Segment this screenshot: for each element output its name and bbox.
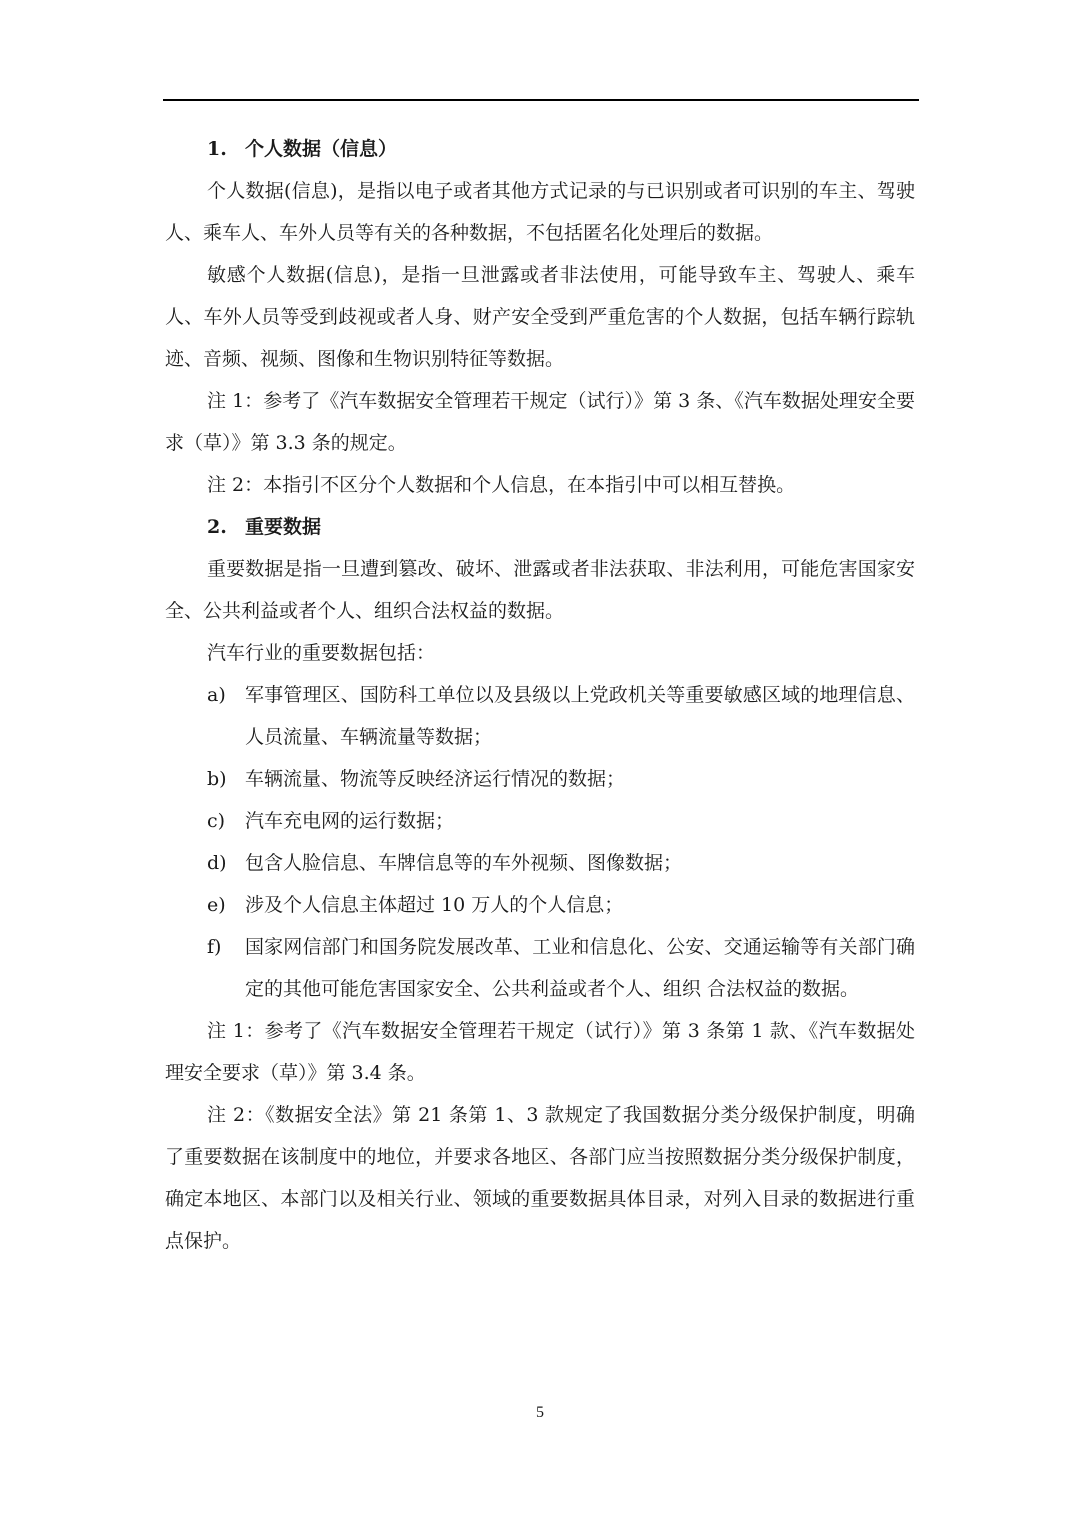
list-item-d	[165, 842, 915, 884]
list-marker: e)	[207, 894, 226, 916]
section-2-note-1: 注 1：参考了《汽车数据安全管理若干规定（试行）》第 3 条第 1 款、《汽车数据处理安全要求（草）》第 3.4 条。	[165, 1020, 915, 1084]
section-1-number: 1.	[207, 138, 227, 160]
list-marker: b)	[207, 768, 227, 790]
section-2-paragraph-1: 重要数据是指一旦遭到篡改、破坏、泄露或者非法获取、非法利用，可能危害国家安全、公共利益或者个人、组织合法权益的数据。	[165, 558, 915, 622]
section-1-title: 个人数据（信息）	[245, 138, 398, 160]
list-marker: d)	[207, 852, 227, 874]
list-item-f	[165, 926, 915, 1010]
section-2-number: 2.	[207, 516, 227, 538]
list-item-a	[165, 674, 915, 758]
section-1-paragraph-1: 个人数据(信息)，是指以电子或者其他方式记录的与已识别或者可识别的车主、驾驶人、乘车人、车外人员等有关的各种数据，不包括匿名化处理后的数据。	[165, 180, 915, 244]
list-text: 军事管理区、国防科工单位以及县级以上党政机关等重要敏感区域的地理信息、人员流量、车辆流量等数据；	[245, 684, 915, 748]
list-text: 涉及个人信息主体超过 10 万人的个人信息；	[245, 894, 624, 916]
list-item-b	[165, 758, 915, 800]
section-2-title: 重要数据	[245, 516, 322, 538]
section-1-note-2: 注 2：本指引不区分个人数据和个人信息，在本指引中可以相互替换。	[207, 474, 796, 496]
list-text: 包含人脸信息、车牌信息等的车外视频、图像数据；	[245, 852, 683, 874]
list-item-e	[165, 884, 915, 926]
list-marker: f)	[207, 936, 222, 958]
list-text: 国家网信部门和国务院发展改革、工业和信息化、公安、交通运输等有关部门确定的其他可能危害国家安全、公共利益或者个人、组织 合法权益的数据。	[245, 936, 915, 1000]
list-text: 车辆流量、物流等反映经济运行情况的数据；	[245, 768, 626, 790]
list-text: 汽车充电网的运行数据；	[245, 810, 455, 832]
section-2-intro: 汽车行业的重要数据包括：	[207, 642, 436, 664]
section-2-heading	[165, 506, 915, 548]
header-rule	[163, 99, 919, 101]
document-body	[165, 128, 915, 1262]
list-marker: a)	[207, 684, 226, 706]
section-1-paragraph-2: 敏感个人数据(信息)，是指一旦泄露或者非法使用，可能导致车主、驾驶人、乘车人、车外人员等受到歧视或者人身、财产安全受到严重危害的个人数据，包括车辆行踪轨迹、音频、视频、图像和生物识别特征等数据。	[165, 264, 915, 370]
list-marker: c)	[207, 810, 226, 832]
section-1-note-1: 注 1：参考了《汽车数据安全管理若干规定（试行）》第 3 条、《汽车数据处理安全要求（草）》第 3.3 条的规定。	[165, 390, 915, 454]
section-1-heading	[165, 128, 915, 170]
list-item-c	[165, 800, 915, 842]
page-number: 5	[536, 1404, 544, 1421]
section-2-note-2: 注 2：《数据安全法》第 21 条第 1、3 款规定了我国数据分类分级保护制度，明确了重要数据在该制度中的地位，并要求各地区、各部门应当按照数据分类分级保护制度，确定本地区、本部门以及相关行业、领域的重要数据具体目录，对列入目录的数据进行重点保护。	[165, 1104, 915, 1252]
